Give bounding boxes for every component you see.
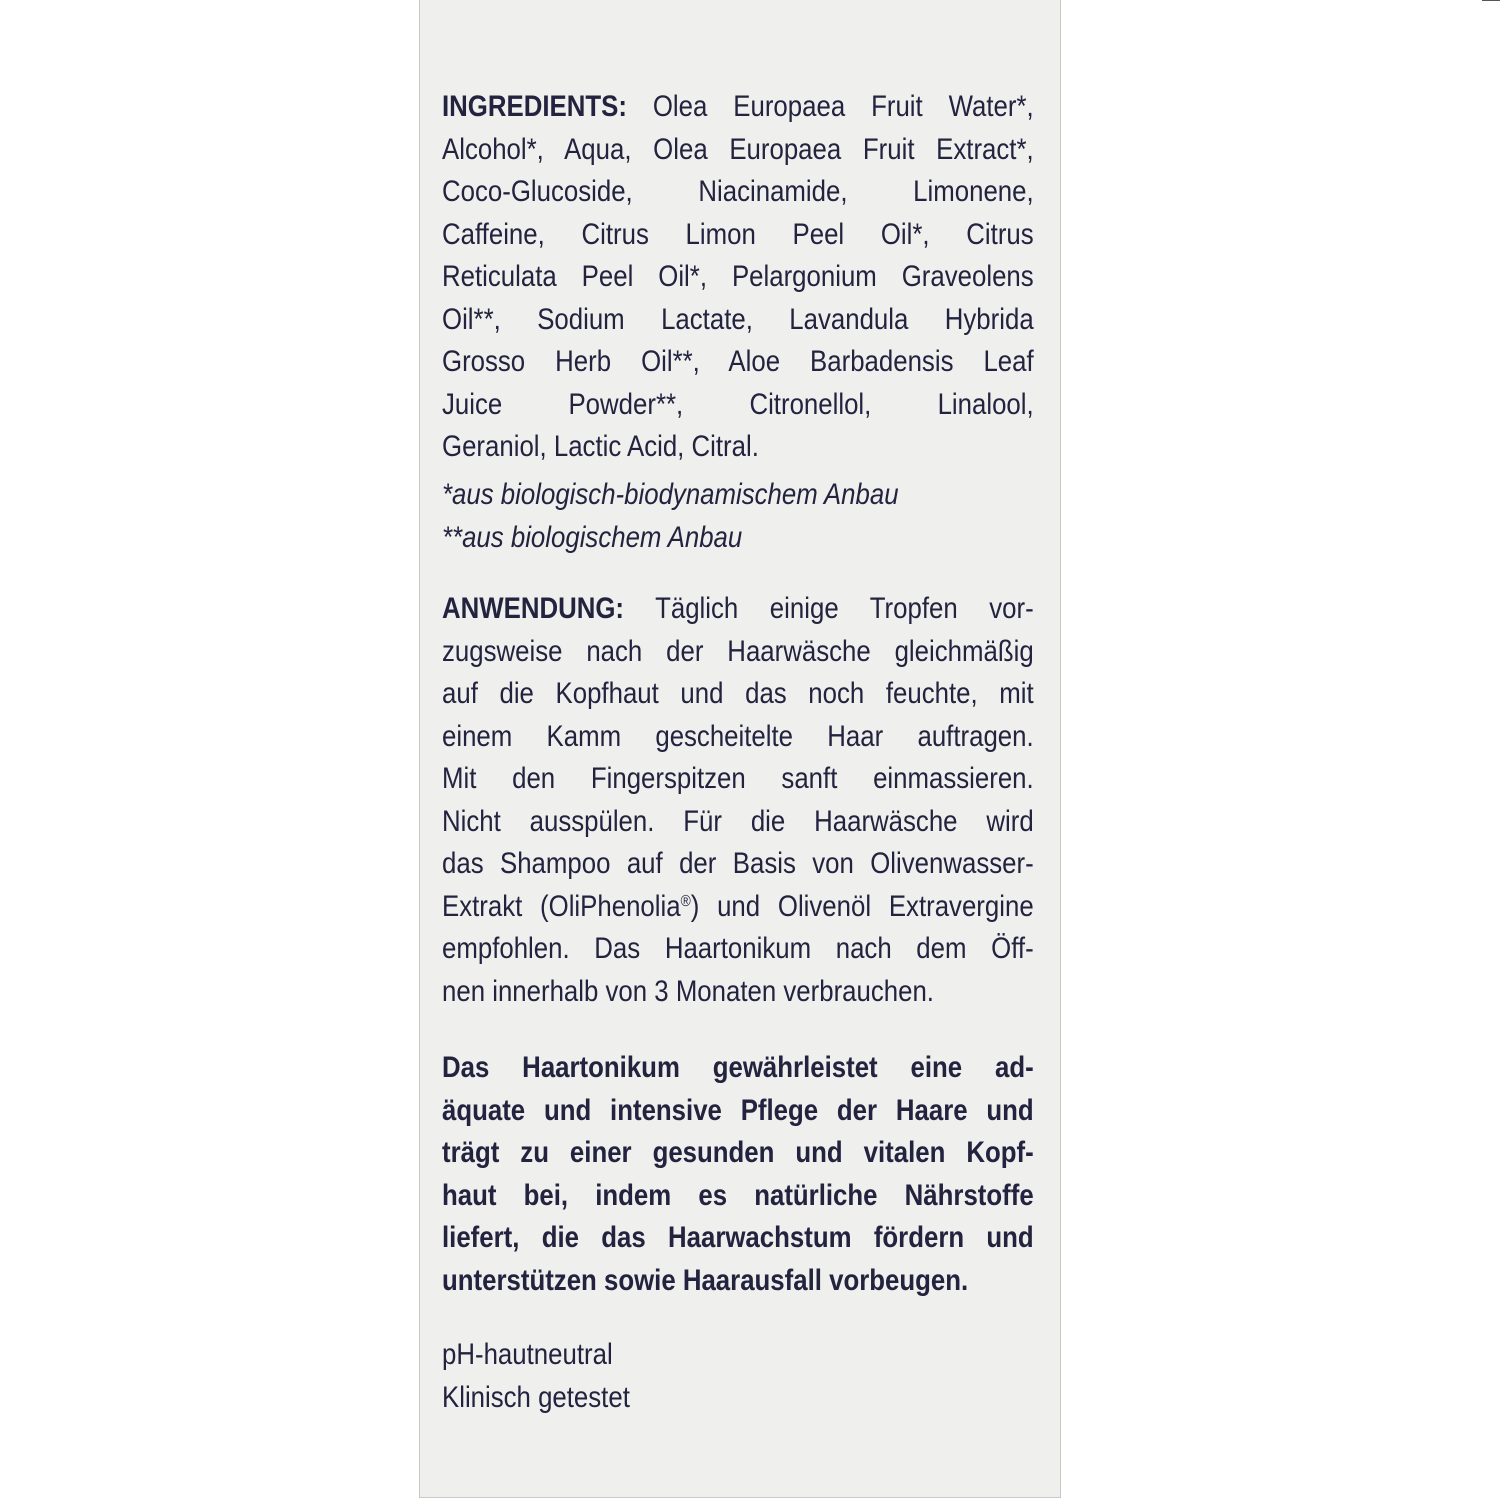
ingredients-line: Grosso Herb Oil**, Aloe Barbadensis Leaf <box>442 345 1034 378</box>
claim-ph-neutral: pH-hautneutral <box>442 1338 613 1371</box>
benefit-line: haut bei, indem es natürliche Nährstoffe <box>442 1178 1034 1212</box>
usage-line: Extrakt (OliPhenolia®) und Olivenöl Extravergine <box>442 889 1034 923</box>
footnote-biodynamic: *aus biologisch-biodynamischem Anbau <box>442 478 899 511</box>
usage-line: ANWENDUNG: Täglich einige Tropfen vor- <box>442 592 1034 625</box>
benefit-line: unterstützen sowie Haarausfall vorbeugen. <box>442 1263 969 1297</box>
usage-heading: ANWENDUNG: <box>442 592 625 625</box>
ingredients-line: Geraniol, Lactic Acid, Citral. <box>442 430 759 463</box>
usage-line: Mit den Fingerspitzen sanft einmassieren. <box>442 762 1034 795</box>
ingredients-section <box>442 86 1034 469</box>
ingredients-line: Caffeine, Citrus Limon Peel Oil*, Citrus <box>442 217 1034 251</box>
claim-clinically-tested: Klinisch getestet <box>442 1380 630 1414</box>
usage-line: Nicht ausspülen. Für die Haarwäsche wird <box>442 804 1034 838</box>
ingredients-line: Oil**, Sodium Lactate, Lavandula Hybrida <box>442 302 1034 336</box>
benefit-line: liefert, die das Haarwachstum fördern und <box>442 1221 1034 1254</box>
ingredients-line: Reticulata Peel Oil*, Pelargonium Graveolens <box>442 260 1034 293</box>
usage-line: zugsweise nach der Haarwäsche gleichmäßig <box>442 634 1034 668</box>
corner-mark <box>1482 0 1500 1</box>
usage-section <box>442 588 1034 1013</box>
usage-line: das Shampoo auf der Basis von Olivenwasser- <box>442 847 1034 880</box>
ingredients-line: Coco-Glucoside, Niacinamide, Limonene, <box>442 175 1034 208</box>
footnote-organic: **aus biologischem Anbau <box>442 520 743 554</box>
benefit-line: äquate und intensive Pflege der Haare und <box>442 1093 1034 1127</box>
usage-line: nen innerhalb von 3 Monaten verbrauchen. <box>442 974 934 1008</box>
usage-line: einem Kamm gescheitelte Haar auftragen. <box>442 719 1034 753</box>
registered-mark: ® <box>680 892 691 910</box>
claims-section <box>442 1334 951 1419</box>
ingredients-heading: INGREDIENTS: <box>442 90 627 123</box>
ingredients-line: Juice Powder**, Citronellol, Linalool, <box>442 387 1034 421</box>
benefit-section <box>442 1047 1034 1302</box>
label-card <box>419 0 1061 1498</box>
benefit-line: trägt zu einer gesunden und vitalen Kopf- <box>442 1136 1034 1169</box>
usage-line: empfohlen. Das Haartonikum nach dem Öff- <box>442 932 1034 965</box>
ingredients-line: Alcohol*, Aqua, Olea Europaea Fruit Extract*, <box>442 132 1034 166</box>
footnotes-section <box>442 474 951 559</box>
usage-line: auf die Kopfhaut und das noch feuchte, mit <box>442 677 1034 710</box>
ingredients-line: INGREDIENTS: Olea Europaea Fruit Water*, <box>442 90 1034 123</box>
benefit-line: Das Haartonikum gewährleistet eine ad- <box>442 1051 1034 1084</box>
